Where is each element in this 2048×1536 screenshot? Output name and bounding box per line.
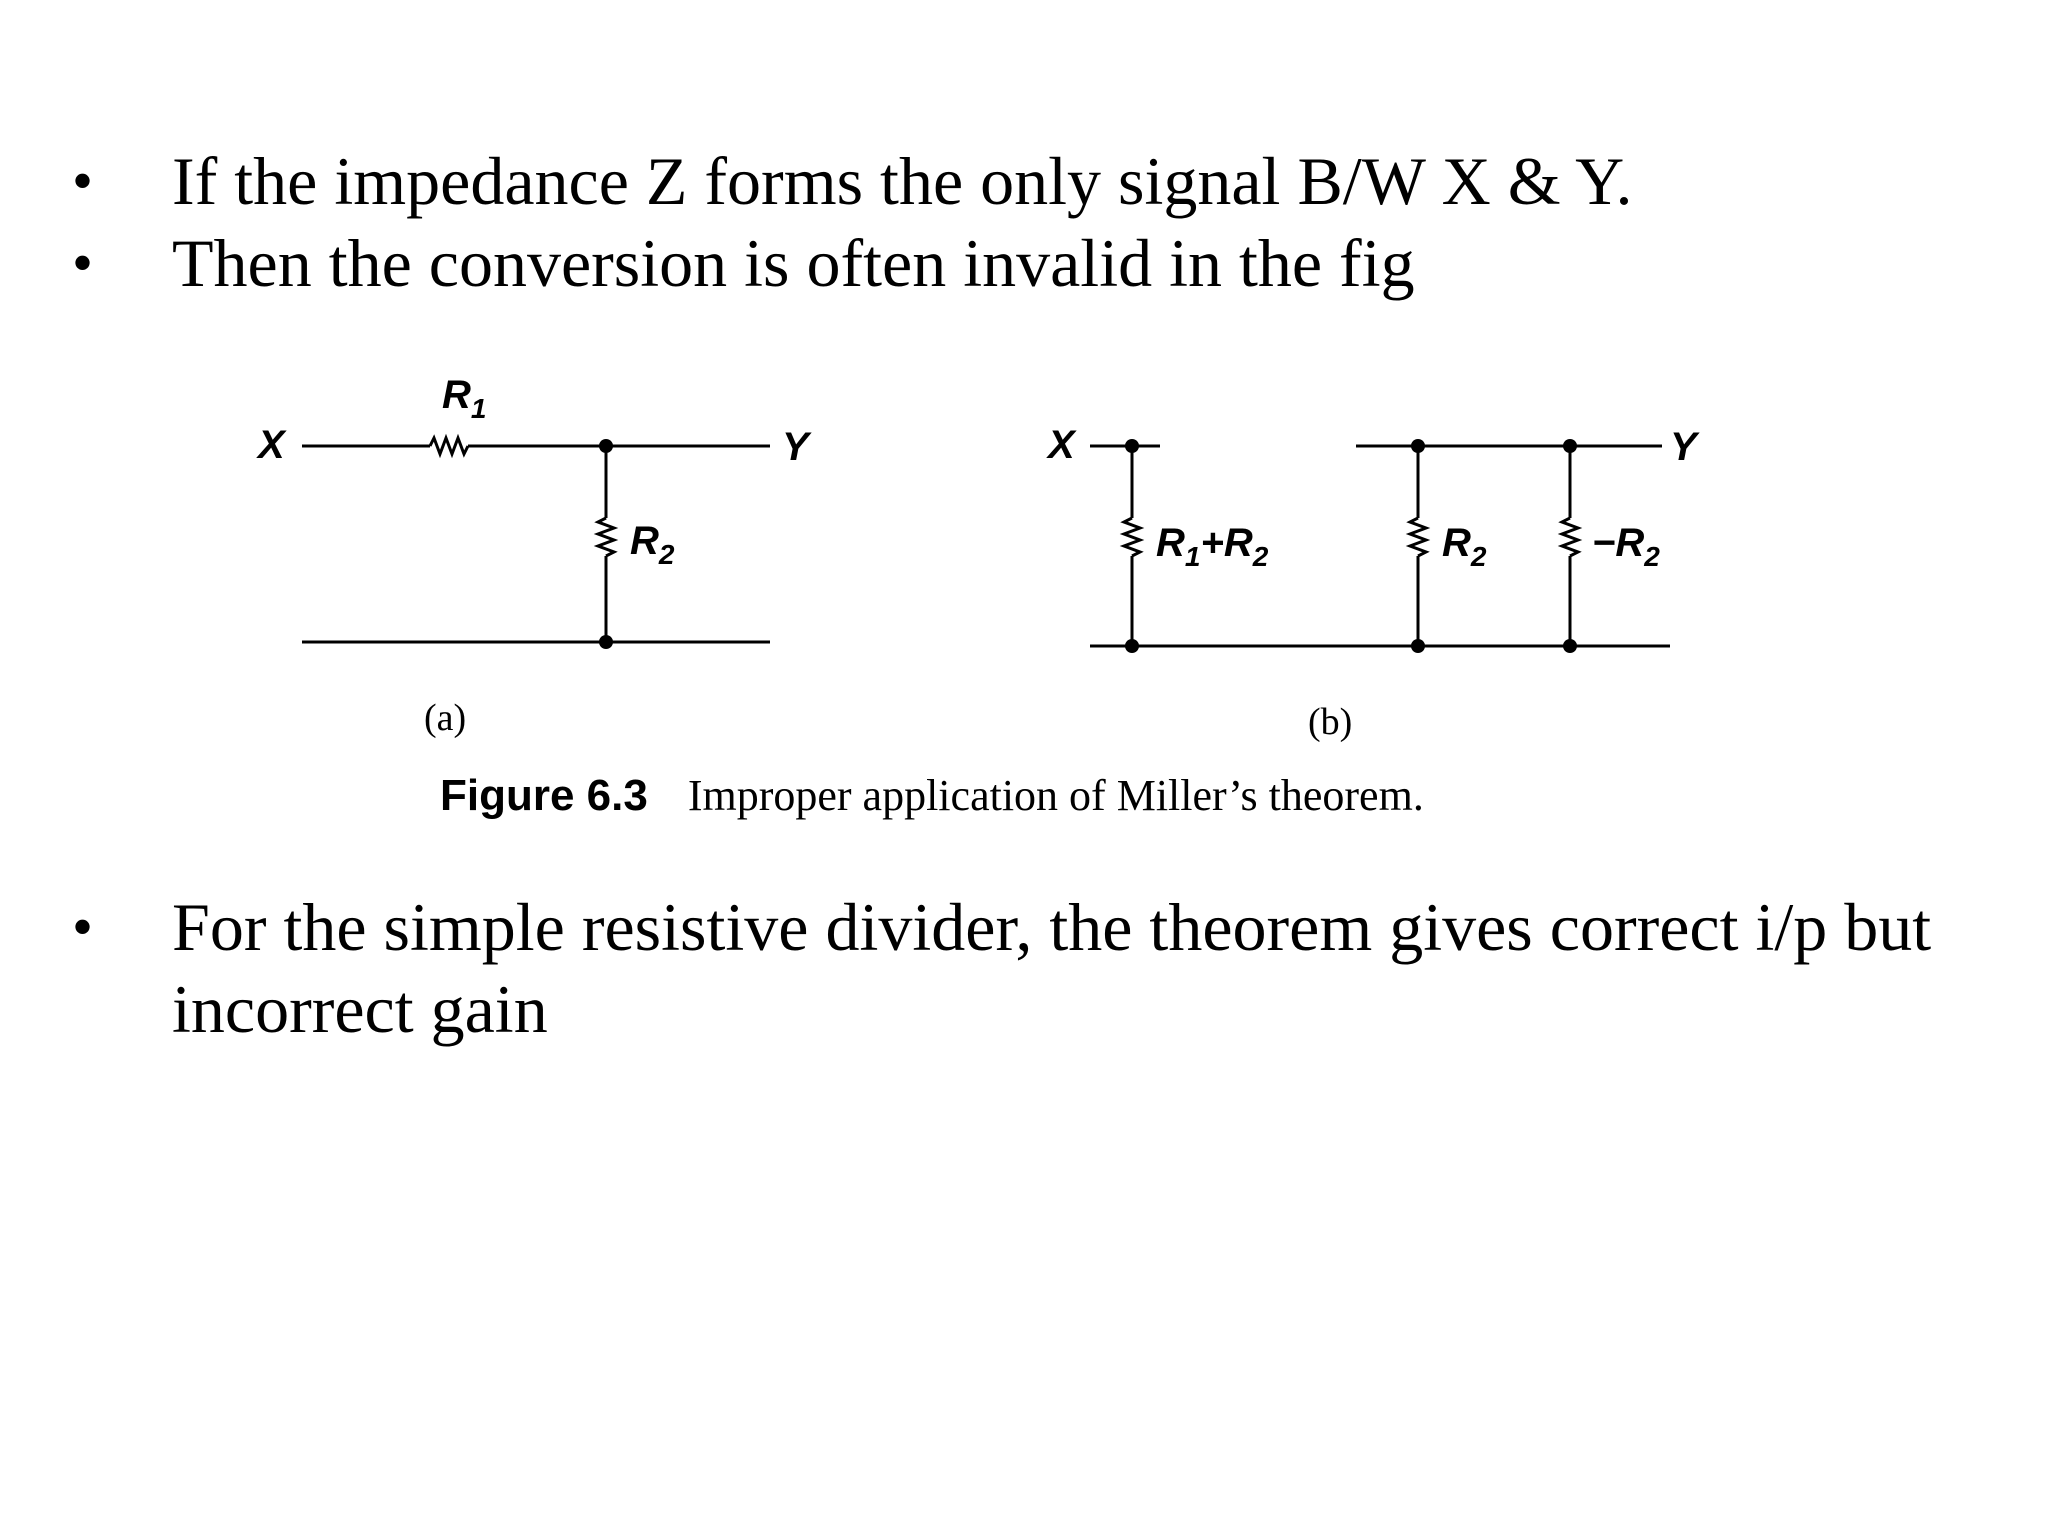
circuit-b-node-ground-2 <box>1411 639 1425 653</box>
circuit-a <box>256 373 812 739</box>
circuit-a-caption: (a) <box>424 697 467 739</box>
circuit-a-r1-label: $R_1$ <box>442 373 487 424</box>
bullet-text: If the impedance Z forms the only signal B/W X & Y. <box>172 143 1633 219</box>
bullet-item <box>0 140 2048 222</box>
circuit-b-node-ground-1 <box>1125 639 1139 653</box>
bullet-text: For the simple resistive divider, the theorem gives correct i/p but incorrect gain <box>172 889 1932 1047</box>
circuit-diagram <box>230 350 1710 830</box>
figure-caption <box>440 770 1424 821</box>
circuit-b-caption: (b) <box>1308 701 1353 743</box>
circuit-b-x-label: X <box>1048 423 1075 467</box>
circuit-a-x-label: X <box>258 423 285 467</box>
figure-caption-number: Figure 6.3 <box>440 771 648 820</box>
bullet-text: Then the conversion is often invalid in the fig <box>172 225 1415 301</box>
circuit-a-y-label: Y <box>782 425 809 469</box>
bullet-dot-icon: • <box>72 148 94 214</box>
bullet-dot-icon: • <box>72 230 94 296</box>
bullet-item <box>0 222 2048 304</box>
circuit-b <box>1046 423 1700 743</box>
resistor-r2-icon <box>1410 518 1426 556</box>
bullet-item <box>0 886 2048 1050</box>
circuit-a-node-bottom <box>599 635 613 649</box>
circuit-b-rsum-label: $R_1+R_2$ <box>1156 521 1269 572</box>
figure-caption-text: Improper application of Miller’s theorem. <box>687 771 1424 820</box>
circuit-b-rneg-label: $-R_2$ <box>1592 521 1660 572</box>
bullet-list-bottom <box>0 886 2048 1050</box>
circuit-b-node-ground-3 <box>1563 639 1577 653</box>
resistor-r1-plus-r2-icon <box>1124 518 1140 556</box>
circuit-b-y-label: Y <box>1670 425 1697 469</box>
resistor-r2-icon <box>598 518 614 556</box>
resistor-r1-icon <box>430 438 468 454</box>
bullet-list-top <box>0 140 2048 304</box>
circuit-figure <box>230 350 1710 830</box>
resistor-neg-r2-icon <box>1562 518 1578 556</box>
circuit-a-r2-label: $R_2$ <box>630 519 675 570</box>
bullet-dot-icon: • <box>72 894 94 960</box>
circuit-b-r2-label: $R_2$ <box>1442 521 1487 572</box>
